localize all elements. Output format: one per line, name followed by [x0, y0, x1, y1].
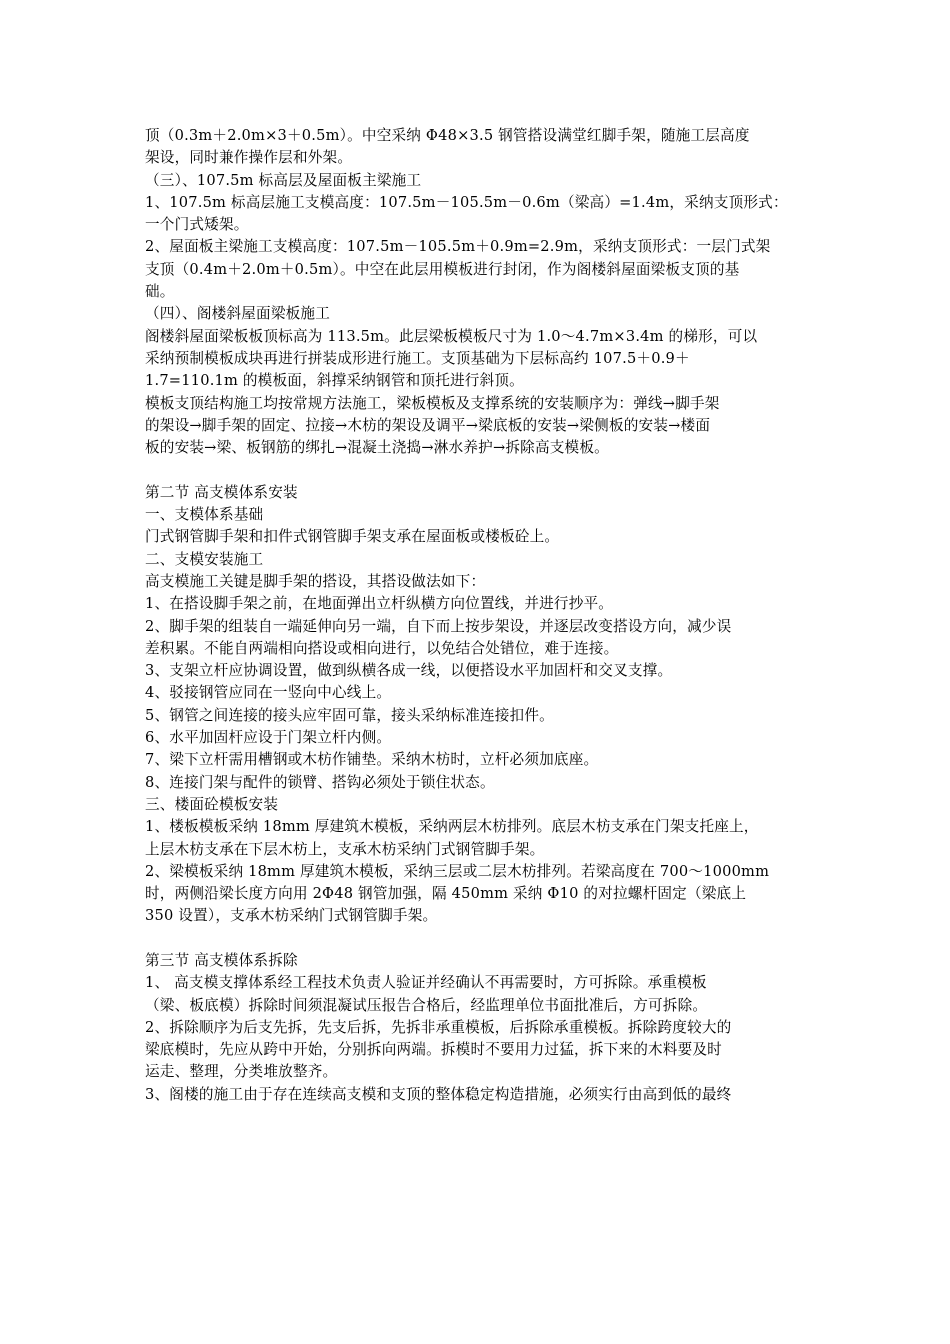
text-line: 门式钢管脚手架和扣件式钢管脚手架支承在屋面板或楼板砼上。 [145, 528, 560, 546]
text-line: 1、楼板模板采纳 18mm 厚建筑木模板，采纳两层木枋排列。底层木枋支承在门架支托座上， [145, 818, 759, 836]
text-line: 8、连接门架与配件的锁臂、搭钩必须处于锁住状态。 [145, 773, 495, 791]
text-line: 3、支架立杆应协调设置，做到纵横各成一线，以便搭设水平加固杆和交叉支撑。 [145, 662, 673, 680]
text-line: 4、驳接钢管应同在一竖向中心线上。 [145, 684, 392, 702]
text-line: 采纳预制模板成块再进行拼装成形进行施工。支顶基础为下层标高约 107.5＋0.9＋ [145, 349, 690, 367]
text-line: 1、107.5m 标高层施工支模高度：107.5m－105.5m－0.6m（梁高）=1.4m，采纳支顶形式： [145, 193, 788, 211]
text-line: 板的安装→梁、板钢筋的绑扎→混凝土浇捣→淋水养护→拆除高支模板。 [145, 439, 609, 457]
text-line: 支顶（0.4m＋2.0m＋0.5m）。中空在此层用模板进行封闭，作为阁楼斜屋面梁板支顶的基 [145, 260, 740, 278]
text-line: 的架设→脚手架的固定、拉接→木枋的架设及调平→梁底板的安装→梁侧板的安装→楼面 [145, 416, 711, 434]
text-line: 1.7=110.1m 的模板面，斜撑采纳钢管和顶托进行斜顶。 [145, 372, 524, 390]
text-line: 2、屋面板主梁施工支模高度：107.5m－105.5m＋0.9m=2.9m，采纳支顶形式：一层门式架 [145, 238, 771, 256]
text-line: 1、在搭设脚手架之前，在地面弹出立杆纵横方向位置线，并进行抄平。 [145, 595, 614, 613]
chapter-heading: 第三节 高支模体系拆除 [145, 951, 298, 969]
text-line: 5、钢管之间连接的接头应牢固可靠，接头采纳标准连接扣件。 [145, 706, 554, 724]
chapter-heading: 第二节 高支模体系安装 [145, 483, 298, 501]
section-heading: 二、支模安装施工 [145, 550, 264, 568]
text-line: 梁底模时，先应从跨中开始，分别拆向两端。拆模时不要用力过猛，拆下来的木料要及时 [145, 1041, 722, 1059]
text-line: 6、水平加固杆应设于门架立杆内侧。 [145, 729, 392, 747]
text-line: 础。 [145, 283, 175, 301]
section-heading: （三）、107.5m 标高层及屋面板主梁施工 [145, 171, 422, 189]
text-line: 差积累。不能自两端相向搭设或相向进行，以免结合处错位，难于连接。 [145, 639, 619, 657]
text-line: 一个门式矮架。 [145, 216, 249, 234]
text-line: 7、梁下立杆需用槽钢或木枋作铺垫。采纳木枋时，立杆必须加底座。 [145, 751, 599, 769]
text-line: 2、梁模板采纳 18mm 厚建筑木模板，采纳三层或二层木枋排列。若梁高度在 700～1000mm [145, 862, 770, 880]
text-line: （梁、板底模）拆除时间须混凝试压报告合格后，经监理单位书面批准后，方可拆除。 [145, 996, 708, 1014]
text-line: 时，两侧沿梁长度方向用 2Φ48 钢管加强，隔 450mm 采纳 Φ10 的对拉螺杆固定（梁底上 [145, 885, 747, 903]
text-line: 2、拆除顺序为后支先拆，先支后拆，先拆非承重模板，后拆除承重模板。拆除跨度较大的 [145, 1018, 732, 1036]
text-line: 350 设置），支承木枋采纳门式钢管脚手架。 [145, 907, 438, 925]
section-heading: （四）、阁楼斜屋面梁板施工 [145, 305, 331, 323]
text-line: 3、阁楼的施工由于存在连续高支模和支顶的整体稳定构造措施，必须实行由高到低的最终 [145, 1085, 732, 1103]
text-line: 2、脚手架的组装自一端延伸向另一端，自下而上按步架设，并逐层改变搭设方向，减少误 [145, 617, 732, 635]
blank-line [145, 459, 810, 481]
text-line: 架设，同时兼作操作层和外架。 [145, 149, 353, 167]
text-line: 高支模施工关键是脚手架的搭设，其搭设做法如下： [145, 572, 486, 590]
text-line: 运走、整理，分类堆放整齐。 [145, 1063, 338, 1081]
text-line: 模板支顶结构施工均按常规方法施工，梁板模板及支撑系统的安装顺序为：弹线→脚手架 [145, 394, 720, 412]
text-line: 1、 高支模支撑体系经工程技术负责人验证并经确认不再需要时，方可拆除。承重模板 [145, 974, 707, 992]
section-heading: 三、楼面砼模板安装 [145, 795, 279, 813]
text-line: 顶（0.3m＋2.0m×3＋0.5m）。中空采纳 Φ48×3.5 钢管搭设满堂红脚手架，随施工层高度 [145, 127, 750, 144]
blank-line [145, 928, 810, 950]
text-line: 阁楼斜屋面梁板板顶标高为 113.5m。此层梁板模板尺寸为 1.0～4.7m×3.4m 的梯形，可以 [145, 327, 758, 345]
document-body [145, 125, 810, 1106]
text-line: 上层木枋支承在下层木枋上，支承木枋采纳门式钢管脚手架。 [145, 840, 545, 858]
section-heading: 一、支模体系基础 [145, 506, 264, 524]
